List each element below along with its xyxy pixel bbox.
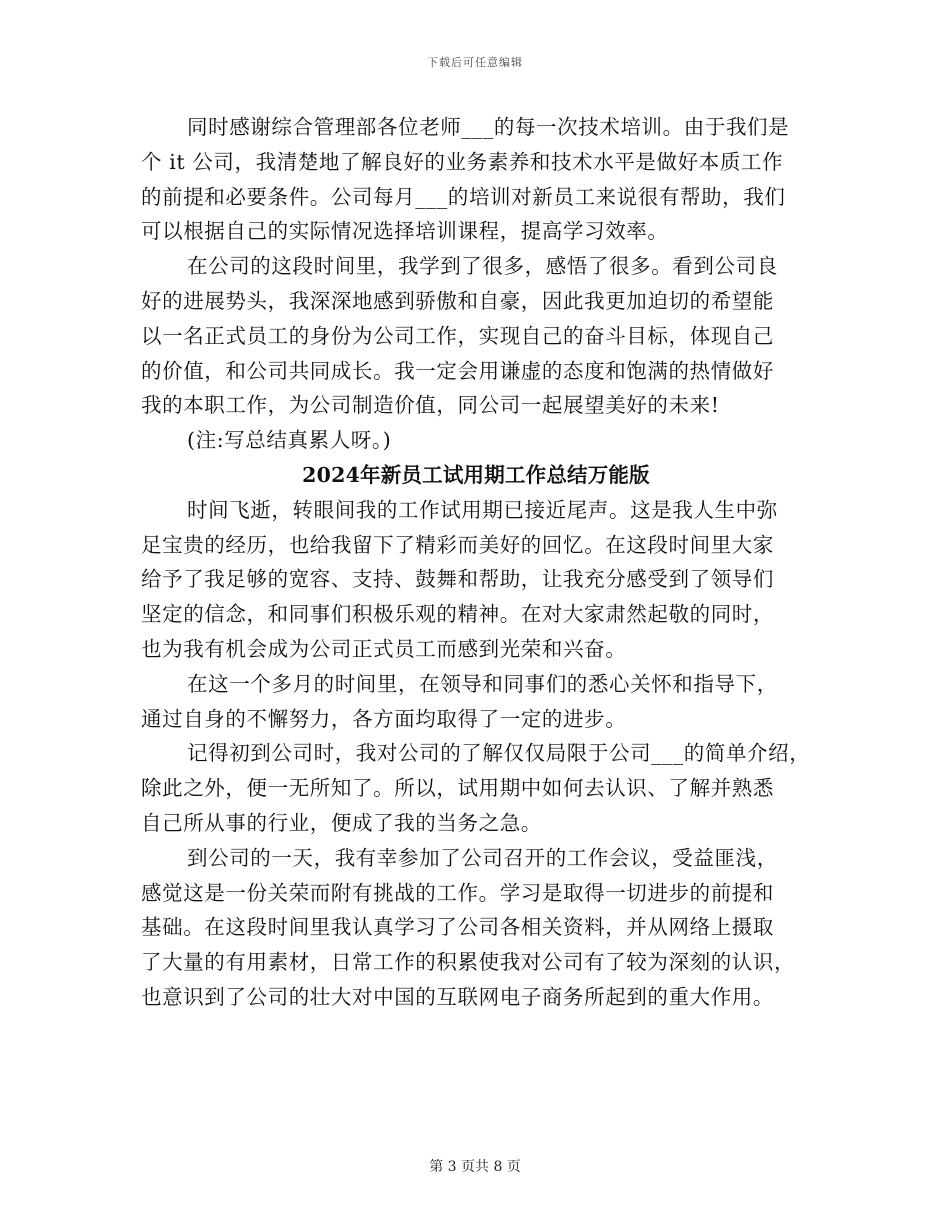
paragraph-line: 我的本职工作，为公司制造价值，同公司一起展望美好的未来! xyxy=(141,393,720,418)
paragraph-line: 以一名正式员工的身份为公司工作，实现自己的奋斗目标，体现自己 xyxy=(141,323,774,348)
paragraph-line: 好的进展势头，我深深地感到骄傲和自豪，因此我更加迫切的希望能 xyxy=(141,288,774,313)
page-header: 下载后可任意编辑 xyxy=(427,56,523,69)
paragraph-line: 可以根据自己的实际情况选择培训课程，提高学习效率。 xyxy=(141,219,669,244)
paragraph-line: 到公司的一天，我有幸参加了公司召开的工作会议，受益匪浅， xyxy=(187,845,778,870)
paragraph-line: 给予了我足够的宽容、支持、鼓舞和帮助，让我充分感受到了领导们 xyxy=(141,567,774,592)
page-footer: 第 3 页共 8 页 xyxy=(429,1159,521,1175)
document-body xyxy=(141,110,811,1015)
paragraph-line: 除此之外，便一无所知了。所以，试用期中如何去认识、了解并熟悉 xyxy=(141,776,774,801)
paragraph-line: 了大量的有用素材，日常工作的积累使我对公司有了较为深刻的认识， xyxy=(141,950,796,975)
paragraph-line: 坚定的信念，和同事们积极乐观的精神。在对大家肃然起敬的同时， xyxy=(141,602,774,627)
note-line: (注:写总结真累人呀。) xyxy=(187,428,392,453)
paragraph-line: 同时感谢综合管理部各位老师___的每一次技术培训。由于我们是 xyxy=(187,115,790,139)
section-title: 2024年新员工试用期工作总结万能版 xyxy=(302,462,650,487)
paragraph-line: 记得初到公司时，我对公司的了解仅仅局限于公司___的简单介绍， xyxy=(187,741,811,766)
paragraph-line: 足宝贵的经历，也给我留下了精彩而美好的回忆。在这段时间里大家 xyxy=(141,532,774,557)
paragraph-line: 时间飞逝，转眼间我的工作试用期已接近尾声。这是我人生中弥 xyxy=(187,497,778,522)
paragraph-line: 在公司的这段时间里，我学到了很多，感悟了很多。看到公司良 xyxy=(187,254,778,279)
paragraph-line: 的前提和必要条件。公司每月___的培训对新员工来说很有帮助，我们 xyxy=(141,184,786,209)
paragraph-line: 在这一个多月的时间里，在领导和同事们的悉心关怀和指导下， xyxy=(187,671,778,696)
paragraph-line: 自己所从事的行业，便成了我的当务之急。 xyxy=(141,810,542,835)
paragraph-line: 基础。在这段时间里我认真学习了公司各相关资料，并从网络上摄取 xyxy=(141,915,774,940)
paragraph-line: 感觉这是一份关荣而附有挑战的工作。学习是取得一切进步的前提和 xyxy=(141,880,774,905)
paragraph-line: 个 it 公司，我清楚地了解良好的业务素养和技术水平是做好本质工作 xyxy=(141,149,784,174)
paragraph-line: 也意识到了公司的壮大对中国的互联网电子商务所起到的重大作用。 xyxy=(141,984,774,1009)
paragraph-line: 通过自身的不懈努力，各方面均取得了一定的进步。 xyxy=(141,706,627,731)
paragraph-line: 也为我有机会成为公司正式员工而感到光荣和兴奋。 xyxy=(141,636,627,661)
paragraph-line: 的价值，和公司共同成长。我一定会用谦虚的态度和饱满的热情做好 xyxy=(141,358,774,383)
